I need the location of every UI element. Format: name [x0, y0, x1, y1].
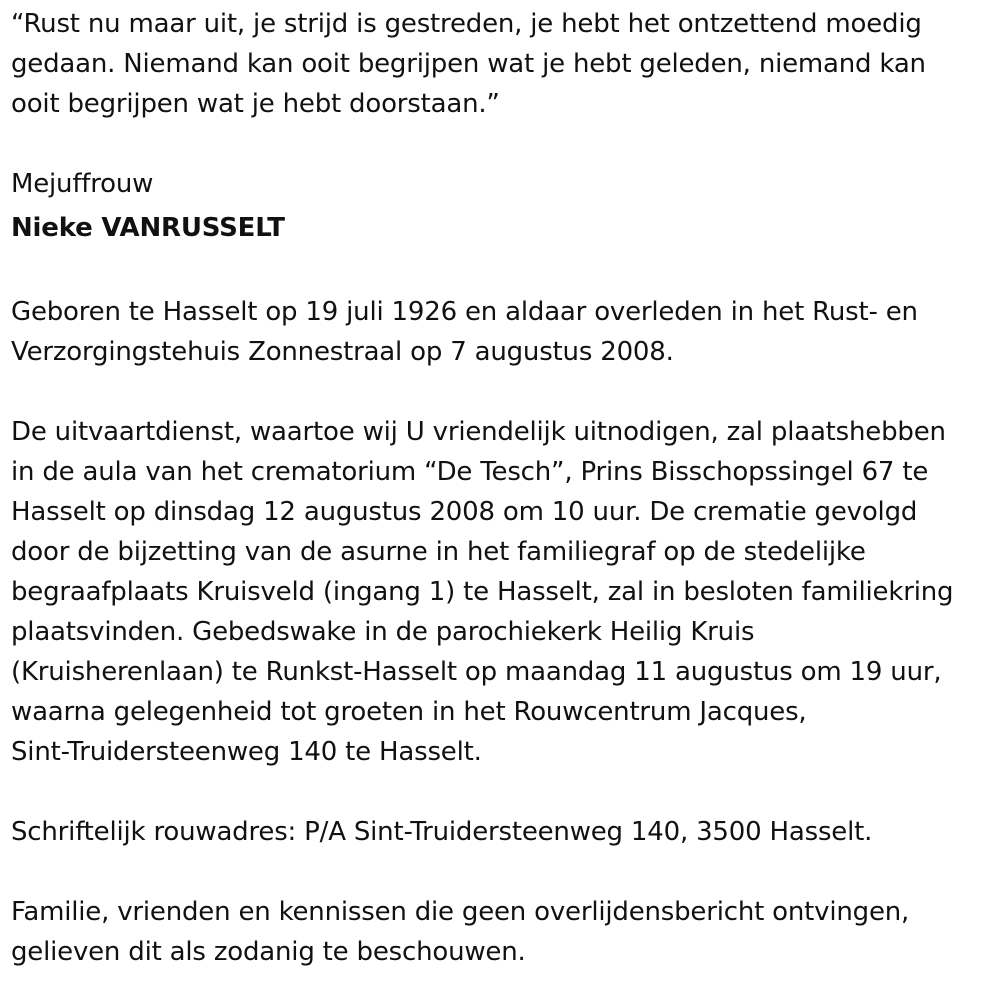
deceased-name: Nieke VANRUSSELT — [11, 213, 285, 243]
memorial-quote: “Rust nu maar uit, je strijd is gestreden, je hebt het ontzettend moedig gedaan. Niemand kan ooit begrijpen wat je hebt geleden, niemand kan ooit begrijpen wat je hebt doorstaan.” — [11, 9, 926, 119]
spacer — [11, 852, 996, 892]
honorific-title: Mejuffrouw — [11, 169, 154, 199]
spacer — [11, 772, 996, 812]
closing-paragraph: Familie, vrienden en kennissen die geen overlijdensbericht ontvingen, gelieven dit als zodanig te beschouwen. — [11, 897, 910, 967]
mourning-address: Schriftelijk rouwadres: P/A Sint-Truidersteenweg 140, 3500 Hasselt. — [11, 817, 873, 847]
spacer — [11, 372, 996, 412]
spacer — [11, 252, 996, 292]
birth-death-paragraph: Geboren te Hasselt op 19 juli 1926 en aldaar overleden in het Rust- en Verzorgingstehuis Zonnestraal op 7 augustus 2008. — [11, 297, 918, 367]
spacer — [11, 124, 996, 164]
funeral-details-paragraph: De uitvaartdienst, waartoe wij U vriendelijk uitnodigen, zal plaatshebben in de aula van het crematorium “De Tesch”, Prins Bisschopssingel 67 te Hasselt op dinsdag 12 augustus 2008 om 10 uur. De crematie gevolgd door de bijzetting van de asurne in het familiegraf op de stedelijke begraafplaats Kruisveld (ingang 1) te Hasselt, zal in besloten familiekring plaatsvinden. Gebedswake in de parochiekerk Heilig Kruis (Kruisherenlaan) te Runkst-Hasselt op maandag 11 augustus om 19 uur, waarna gelegenheid tot groeten in het Rouwcentrum Jacques, Sint-Truidersteenweg 140 te Hasselt. — [11, 417, 954, 767]
obituary-notice — [11, 4, 996, 972]
